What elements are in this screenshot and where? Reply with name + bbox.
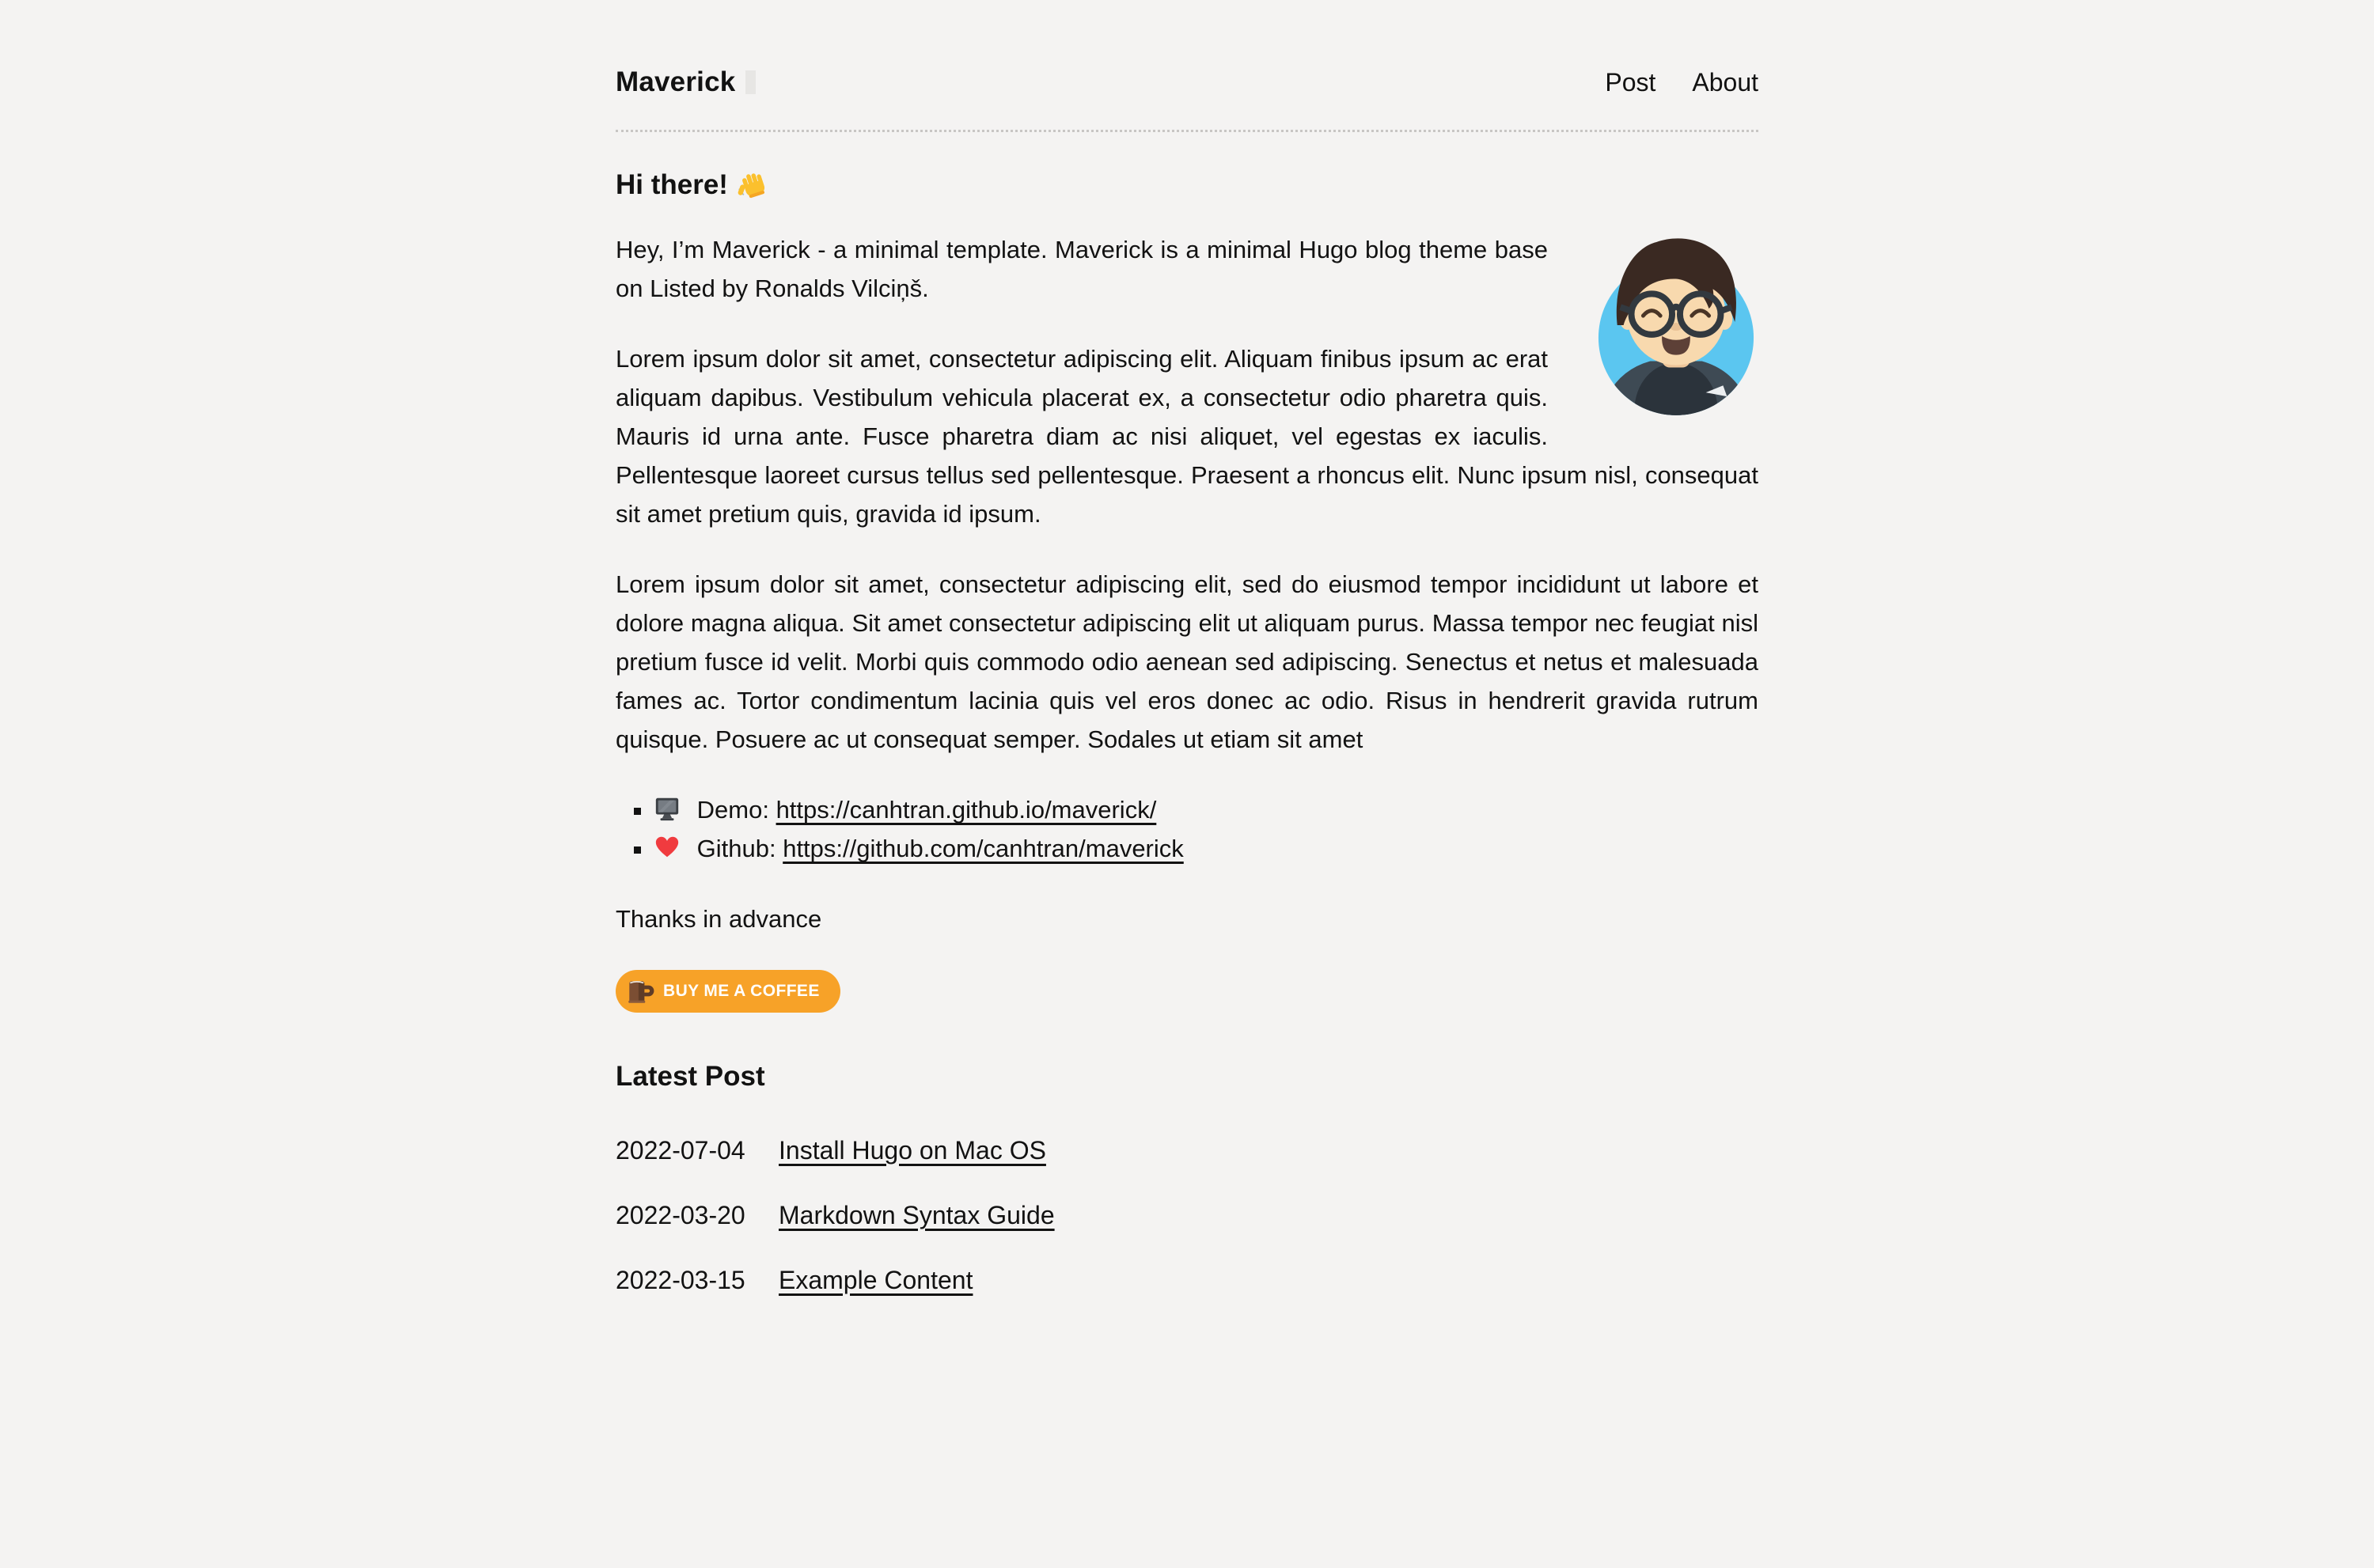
latest-post-heading: Latest Post [616,1061,765,1092]
main-content [616,132,1758,1300]
link-label: Demo: [696,796,769,824]
nav-item-about[interactable]: About [1692,67,1758,97]
post-date: 2022-03-20 [616,1201,745,1229]
author-avatar [1594,230,1758,417]
list-item [654,790,1758,829]
post-link-example-content[interactable]: Example Content [779,1266,973,1294]
site-title[interactable]: Maverick [616,66,736,97]
post-row [616,1131,1758,1170]
demo-link[interactable]: https://canhtran.github.io/maverick/ [776,796,1157,824]
github-link[interactable]: https://github.com/canhtran/maverick [783,835,1184,862]
buy-me-a-coffee-button[interactable] [616,970,840,1013]
post-row [616,1261,1758,1300]
intro-paragraph: Hey, I’m Maverick - a minimal template. Maverick is a minimal Hugo blog theme base on Listed by Ronalds Vilciņš. [616,236,1548,302]
thanks-text: Thanks in advance [616,905,822,933]
post-link-install-hugo[interactable]: Install Hugo on Mac OS [779,1136,1046,1165]
page-container [616,0,1758,1300]
title-cursor-block [745,70,756,94]
coffee-button-label: BUY ME A COFFEE [663,982,820,1000]
link-label: Github: [696,835,776,862]
post-date: 2022-03-15 [616,1266,745,1294]
body-paragraph: Lorem ipsum dolor sit amet, consectetur adipiscing elit. Aliquam finibus ipsum ac erat aliquam dapibus. Vestibulum vehicula placerat ex, a consectetur odio pharetra quis. Mauris id urna ante. Fusce pharetra diam ac nisi aliquet, vel egestas ex iaculis. Pellentesque laoreet cursus tellus sed pellentesque. Praesent a rhoncus elit. Nunc ipsum nisl, consequat sit amet pretium quis, gravida id ipsum. [616,345,1758,528]
main-nav [1568,68,1758,97]
greeting-text: Hi there! [616,169,728,200]
nav-item-post[interactable]: Post [1605,67,1656,97]
site-header [616,0,1758,132]
post-date: 2022-07-04 [616,1136,745,1165]
desktop-computer-icon [654,795,681,822]
waving-hand-icon [738,170,768,200]
list-item [654,829,1758,868]
greeting-heading [616,169,1758,202]
red-heart-icon [654,834,681,861]
post-link-markdown-guide[interactable]: Markdown Syntax Guide [779,1201,1055,1229]
coffee-mug-icon [625,976,655,1006]
body-paragraph: Lorem ipsum dolor sit amet, consectetur adipiscing elit, sed do eiusmod tempor incididunt ut labore et dolore magna aliqua. Sit amet consectetur adipiscing elit ut aliquam purus. Massa tempor nec feugiat nisl pretium fusce id velit. Morbi quis commodo odio aenean sed adipiscing. Senectus et netus et malesuada fames ac. Tortor condimentum lacinia quis vel eros donec ac odio. Risus in hendrerit gravida rutrum quisque. Posuere ac ut consequat semper. Sodales ut etiam sit amet [616,570,1758,753]
post-row [616,1196,1758,1235]
project-links-list [616,790,1758,868]
coffee-button-row [616,970,1758,1013]
brand [616,66,756,98]
